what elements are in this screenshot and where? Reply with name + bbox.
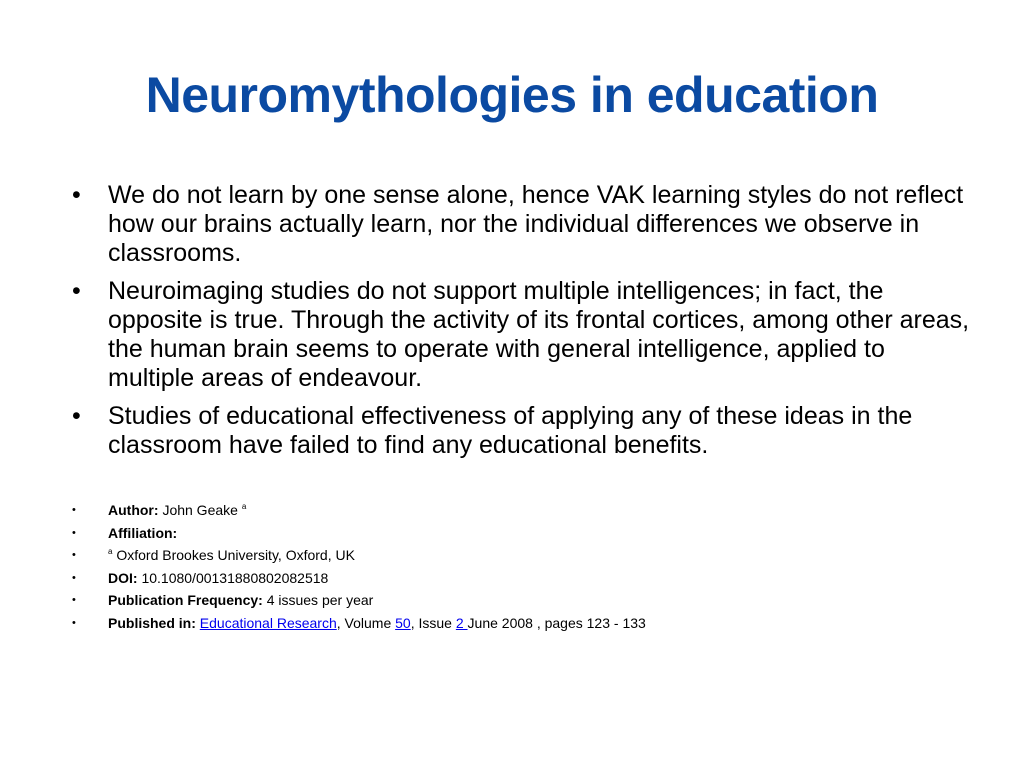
citation-affiliation (72, 525, 972, 541)
doi-value: 10.1080/00131880802082518 (141, 569, 329, 586)
date-pages: June 2008 , pages 123 - 133 (467, 614, 646, 631)
frequency-label: Publication Frequency: (108, 592, 263, 608)
main-bullet-item (72, 277, 972, 393)
journal-link[interactable]: Educational Research (199, 614, 337, 631)
main-bullet-text: We do not learn by one sense alone, hence VAK learning styles do not reflect how our brains actually learn, nor the individual differences we observe in classrooms. (108, 181, 964, 267)
affiliation-text: Oxford Brookes University, Oxford, UK (116, 547, 355, 563)
citation-affiliation-detail (72, 547, 972, 563)
bullet-icon: • (72, 181, 81, 209)
author-label: Author: (108, 502, 159, 518)
citation-doi (72, 570, 972, 586)
bullet-icon: • (72, 504, 76, 516)
citation-list (72, 502, 972, 637)
bullet-icon: • (72, 616, 76, 629)
main-bullet-item (72, 181, 972, 268)
citation-author (72, 502, 972, 518)
main-bullet-item (72, 402, 972, 460)
affiliation-superscript: a (108, 547, 113, 556)
bullet-icon: • (72, 571, 76, 584)
volume-link[interactable]: 50 (395, 614, 411, 631)
main-bullet-text: Studies of educational effectiveness of applying any of these ideas in the classroom have failed to find any educational benefits. (108, 402, 913, 459)
author-superscript: a (241, 502, 247, 511)
author-name: John Geake (162, 502, 238, 518)
citation-published-in (72, 615, 972, 631)
issue-prefix: , Issue (410, 614, 456, 631)
main-bullet-text: Neuroimaging studies do not support multiple intelligences; in fact, the opposite is true. Through the activity of its frontal cortices, among other areas, the human brain seems to operate with general intelligence, applied to multiple areas of endeavour. (108, 277, 970, 392)
bullet-icon: • (72, 526, 76, 539)
main-bullet-list (72, 181, 972, 469)
bullet-icon: • (72, 402, 81, 430)
published-label: Published in: (108, 614, 196, 631)
issue-link[interactable]: 2 (455, 614, 468, 631)
bullet-icon: • (72, 594, 76, 606)
citation-frequency (72, 592, 972, 608)
affiliation-label: Affiliation: (108, 524, 178, 541)
bullet-icon: • (72, 277, 81, 305)
doi-label: DOI: (108, 569, 138, 586)
volume-prefix: , Volume (336, 614, 396, 631)
bullet-icon: • (72, 549, 76, 561)
slide-title: Neuromythologies in education (145, 67, 879, 123)
frequency-value: 4 issues per year (266, 592, 374, 608)
